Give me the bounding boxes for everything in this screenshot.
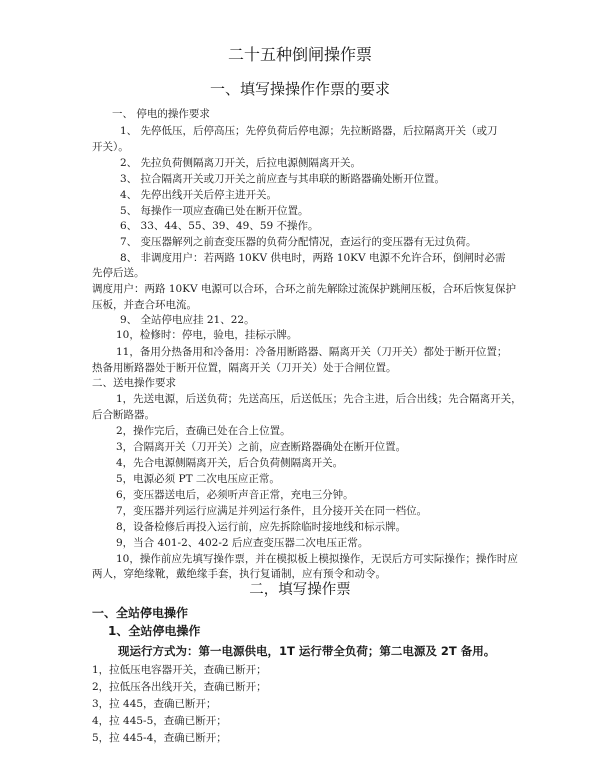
list-item: 两人，穿绝缘靴，戴绝缘手套，执行复诵制，应有预令和动令。: [92, 568, 386, 580]
list-item: 先停后送。: [92, 267, 145, 279]
list-item: 10，检修时：停电，验电，挂标示牌。: [116, 329, 298, 341]
list-item: 9、 全站停电应挂 21、22。: [120, 314, 255, 326]
list-item: 10，操作前应先填写操作票，并在模拟板上模拟操作，无误后方可实际操作；操作时应: [116, 553, 518, 565]
operation-mode-line: 现运行方式为：第一电源供电，1T 运行带全负荷；第二电源及 2T 备用。: [118, 644, 496, 658]
list-item: 1、 先停低压，后停高压；先停负荷后停电源；先拉断路器，后拉隔离开关（或刀: [120, 125, 498, 137]
list-item: 后合断路器。: [92, 409, 155, 421]
list-item: 压板，并查合环电流。: [92, 299, 197, 311]
list-item: 3、 拉合隔离开关或刀开关之前应查与其串联的断路器确处断开位置。: [120, 173, 446, 185]
list-item: 6、 33、44、55、39、49、59 不操作。: [120, 220, 319, 232]
list-item: 4，先合电源侧隔离开关，后合负荷侧隔离开关。: [116, 457, 344, 469]
step-item: 3，拉 445，查确已断开；: [92, 698, 217, 710]
list-item: 2，操作完后，查确已处在合上位置。: [116, 425, 291, 437]
step-item: 2，拉低压各出线开关，查确已断开；: [92, 681, 267, 693]
list-item: 1，先送电源，后送负荷；先送高压，后送低压；先合主进，后合出线；先合隔离开关，: [116, 393, 522, 405]
section2-title: 二，填写操作票: [249, 582, 351, 598]
list-item: 5、 每操作一项应查确已处在断开位置。: [120, 205, 309, 217]
sub-heading: 1、全站停电操作: [108, 624, 201, 638]
list-item: 5，电源必须 PT 二次电压应正常。: [116, 473, 280, 485]
step-item: 4，拉 445-5，查确已断开；: [92, 715, 227, 727]
list-item: 8、 非调度用户：若两路 10KV 供电时，两路 10KV 电源不允许合环，倒闸时必需: [120, 252, 506, 264]
list-item: 3，合隔离开关（刀开关）之前，应查断路器确处在断开位置。: [116, 441, 407, 453]
list-item: 7，变压器并列运行应满足并列运行条件，且分接开关在同一档位。: [116, 505, 428, 517]
list-item: 4、 先停出线开关后停主进开关。: [120, 189, 278, 201]
list-item: 6，变压器送电后，必须听声音正常，充电三分钟。: [116, 489, 354, 501]
list-item: 7、 变压器解列之前查变压器的负荷分配情况，查运行的变压器有无过负荷。: [120, 236, 477, 248]
step-item: 5，拉 445-4，查确已断开；: [92, 732, 227, 744]
list-item: 开关）。: [92, 141, 129, 153]
step-item: 1，拉低压电容器开关，查确已断开；: [92, 664, 267, 676]
list-item: 8，设备检修后再投入运行前，应先拆除临时接地线和标示牌。: [116, 521, 407, 533]
list-item: 调度用户：两路 10KV 电源可以合环，合环之前先解除过流保护跳闸压板，合环后恢复保护: [92, 283, 516, 295]
supply-heading: 二、送电操作要求: [92, 377, 176, 389]
list-item: 热备用断路器处于断开位置，隔离开关（刀开关）处于合闸位置。: [92, 362, 397, 374]
document-title: 二十五种倒闸操作票: [227, 45, 372, 64]
section1-title: 一、填写操操作作票的要求: [209, 80, 390, 98]
outage-op-heading: 一、全站停电操作: [92, 606, 189, 620]
list-item: 9，当合 401-2、402-2 后应查变压器二次电压正常。: [116, 537, 369, 549]
list-item: 11，备用分热备用和冷备用：冷备用断路器、隔离开关（刀开关）都处于断开位置；: [116, 346, 508, 358]
outage-heading: 一、 停电的操作要求: [112, 108, 210, 120]
list-item: 2、 先拉负荷侧隔离刀开关，后拉电源侧隔离开关。: [120, 157, 362, 169]
